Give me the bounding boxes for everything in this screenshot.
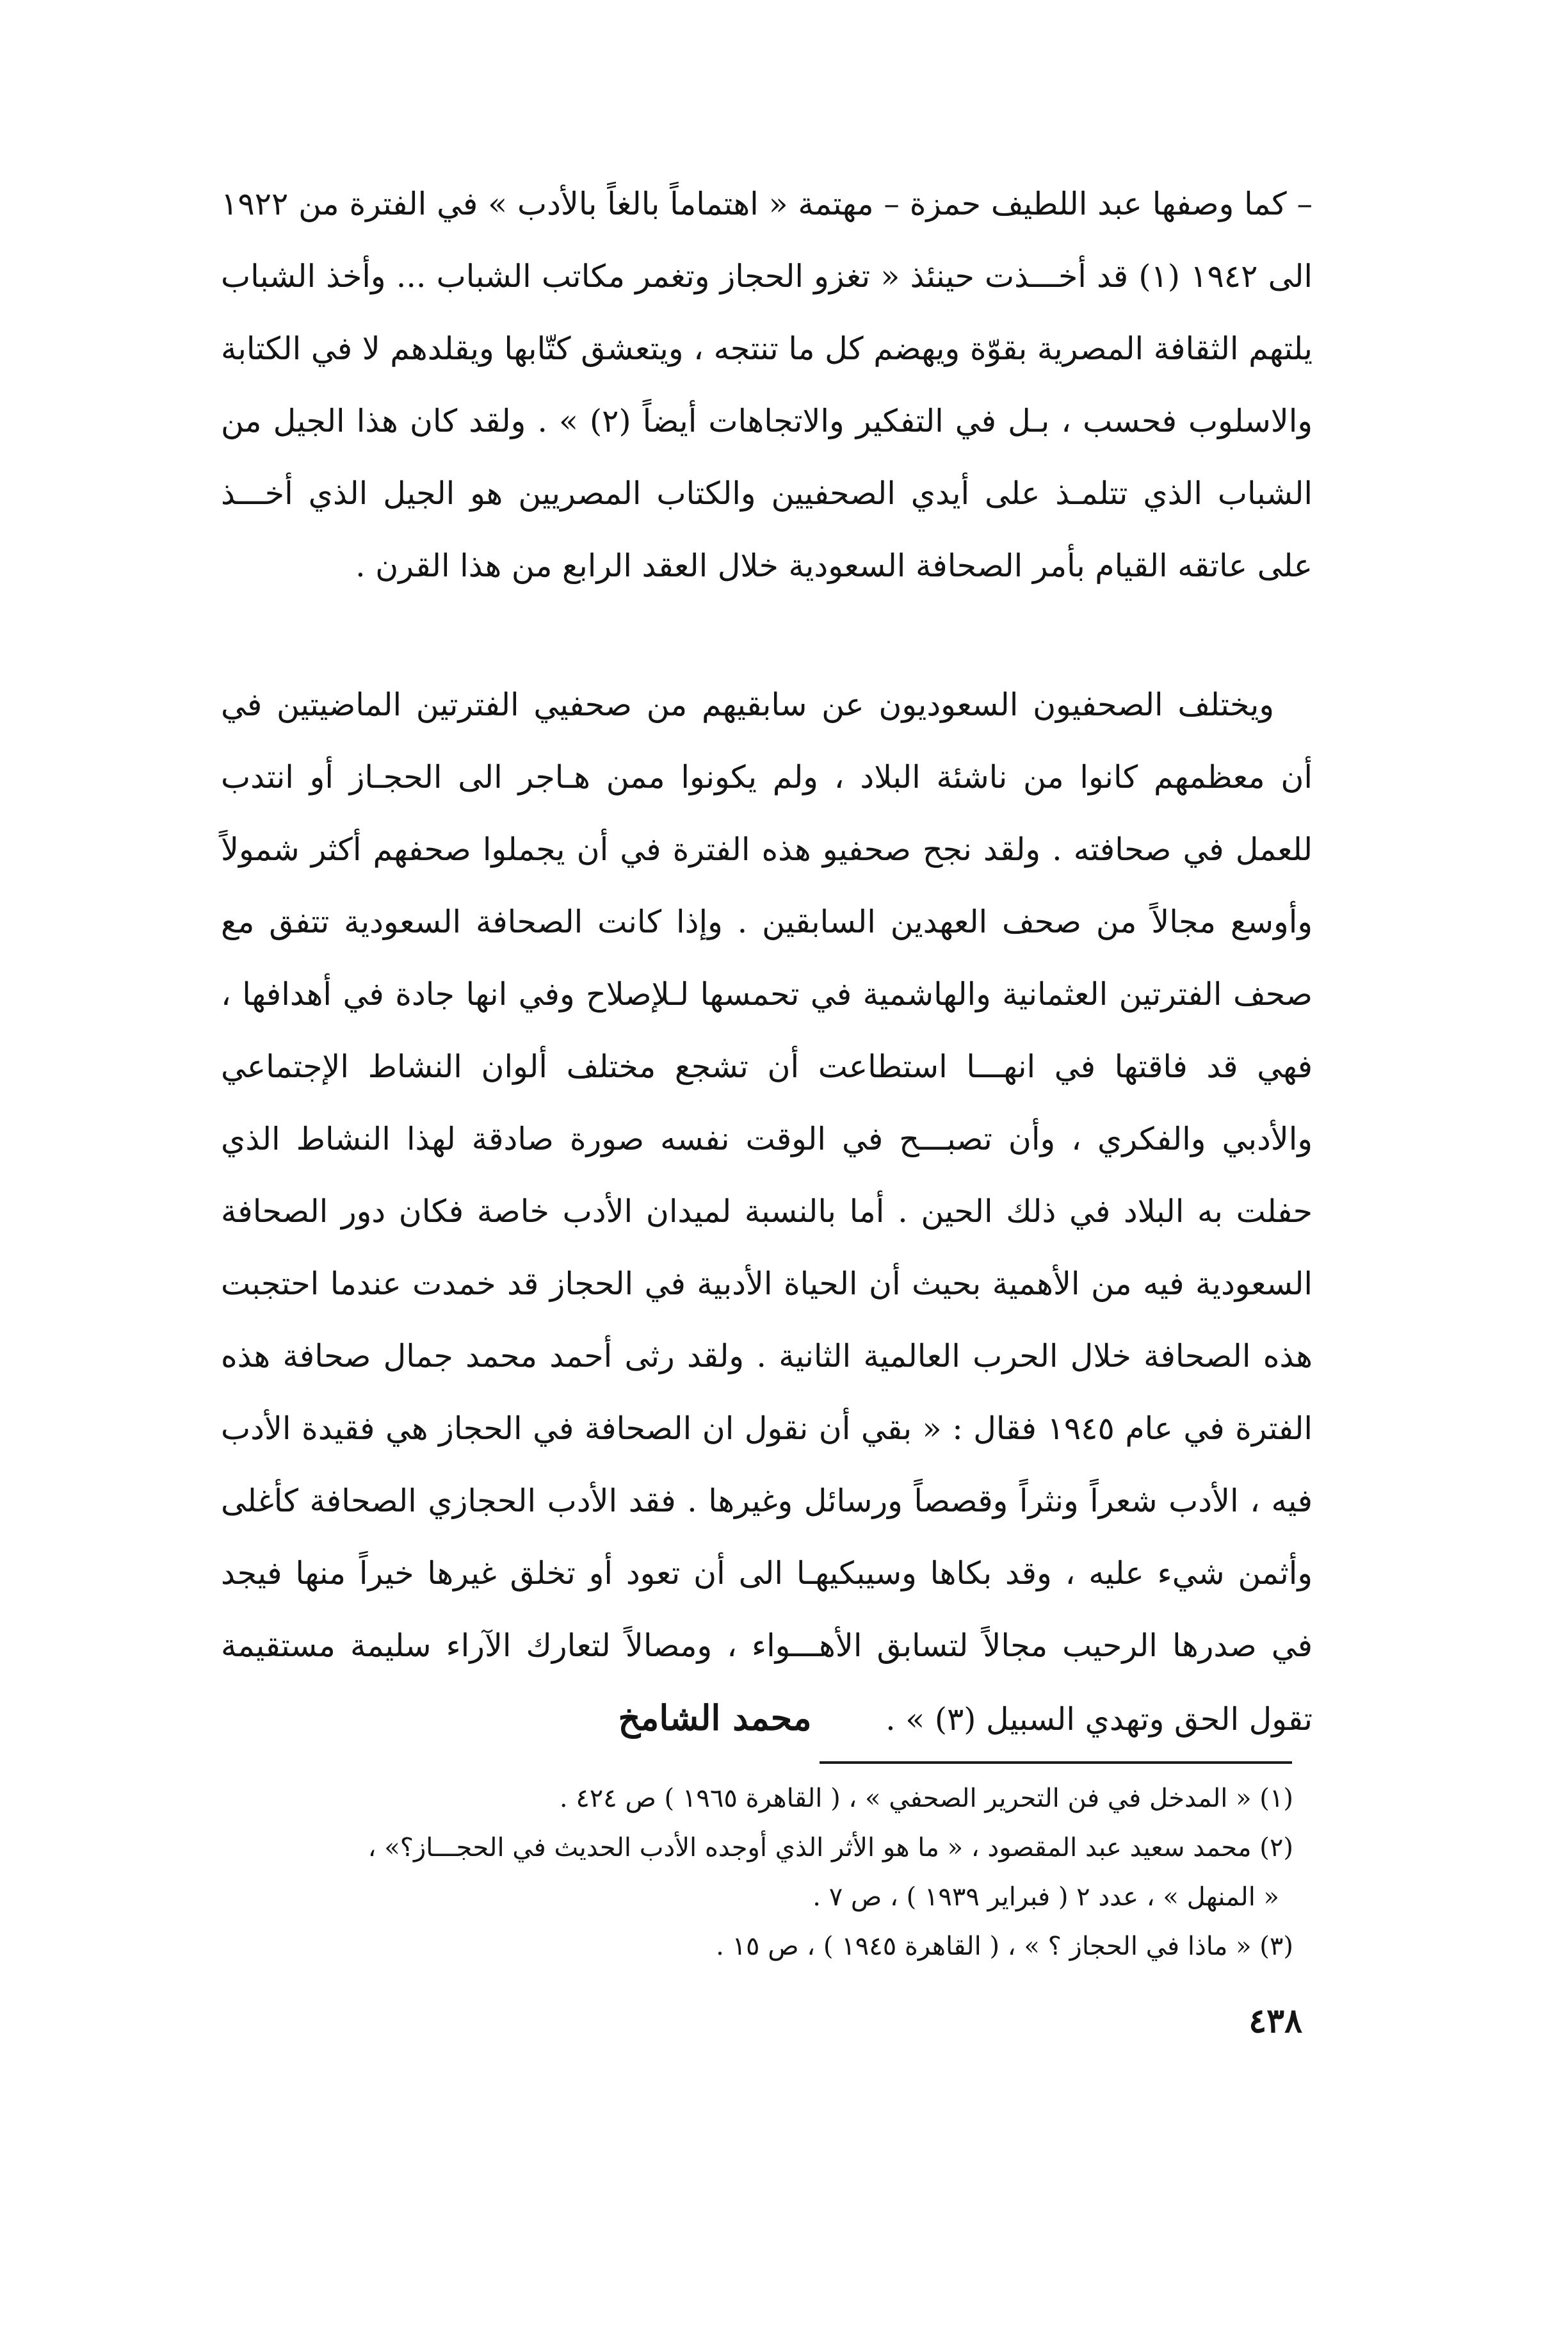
main-text-block <box>221 168 1313 1756</box>
author-signature: محمد الشامخ <box>618 1697 812 1738</box>
paragraph-with-signature <box>221 669 1313 1756</box>
footnote-continuation: « المنهل » ، عدد ٢ ( فبراير ١٩٣٩ ) ، ص ٧ . <box>812 1882 1279 1912</box>
footnote: (١) « المدخل في فن التحرير الصحفي » ، ( القاهرة ١٩٦٥ ) ص ٤٢٤ . <box>559 1784 1293 1813</box>
footnotes <box>359 1774 1293 1971</box>
paragraph: ويختلف الصحفيون السعوديون عن سابقيهم من صحفيي الفترتين الماضيتين في أن معظمهم كانوا من ناشئة البلاد ، ولم يكونوا ممن هـاجر الى الحجـاز أو انتدب للعمل في صحافته . ولقد نجح صحفيو هذه الفترة في أن يجملوا صحفهم أكثر شمولاً وأوسع مجالاً من صحف العهدين السابقين . وإذا كانت الصحافة السعودية تتفق مع صحف الفترتين العثمانية والهاشمية في تحمسها لـلإصلاح وفي انها جادة في أهدافها ، فهي قد فاقتها في انهـــا استطاعت أن تشجع مختلف ألوان النشاط الإجتماعي والأدبي والفكري ، وأن تصبـــح في الوقت نفسه صورة صادقة لهذا النشاط الذي حفلت به البلاد في ذلك الحين . أما بالنسبة لميدان الأدب خاصة فكان دور الصحافة السعودية فيه من الأهمية بحيث أن الحياة الأدبية في الحجاز قد خمدت عندما احتجبت هذه الصحافة خلال الحرب العالمية الثانية . ولقد رثى أحمد محمد جمال صحافة هذه الفترة في عام ١٩٤٥ فقال : « بقي أن نقول ان الصحافة في الحجاز هي فقيدة الأدب فيه ، الأدب شعراً ونثراً وقصصاً ورسائل وغيرها . فقد الأدب الحجازي الصحافة كأغلى وأثمن شيء عليه ، وقد بكاها وسيبكيهـا الى أن تعود أو تخلق غيرها خيراً منها فيجد في صدرها الرحيب مجالاً لتسابق الأهـــواء ، ومصالاً لتعارك الآراء سليمة مستقيمة تقول الحق وتهدي السبيل (٣) » . <box>221 687 1313 1738</box>
paragraph: – كما وصفها عبد اللطيف حمزة – مهتمة « اهتماماً بالغاً بالأدب » في الفترة من ١٩٢٢ الى ١٩٤٢ (١) قد أخـــذت حينئذ « تغزو الحجاز وتغمر مكاتب الشباب ... وأخذ الشباب يلتهم الثقافة المصرية بقوّة ويهضم كل ما تنتجه ، ويتعشق كتّابها ويقلدهم لا في الكتابة والاسلوب فحسب ، بـل في التفكير والاتجاهات أيضاً (٢) » . ولقد كان هذا الجيل من الشباب الذي تتلمـذ على أيدي الصحفيين والكتاب المصريين هو الجيل الذي أخـــذ على عاتقه القيام بأمر الصحافة السعودية خلال العقد الرابع من هذا القرن . <box>221 186 1313 584</box>
footnote: (٣) « ماذا في الحجاز ؟ » ، ( القاهرة ١٩٤٥ ) ، ص ١٥ . <box>716 1932 1293 1961</box>
footnote-divider <box>820 1761 1292 1764</box>
page-number: ٤٣٨ <box>1249 2001 1302 2041</box>
footnote: (٢) محمد سعيد عبد المقصود ، « ما هو الأثر الذي أوجده الأدب الحديث في الحجـــاز؟» ، <box>368 1833 1293 1862</box>
